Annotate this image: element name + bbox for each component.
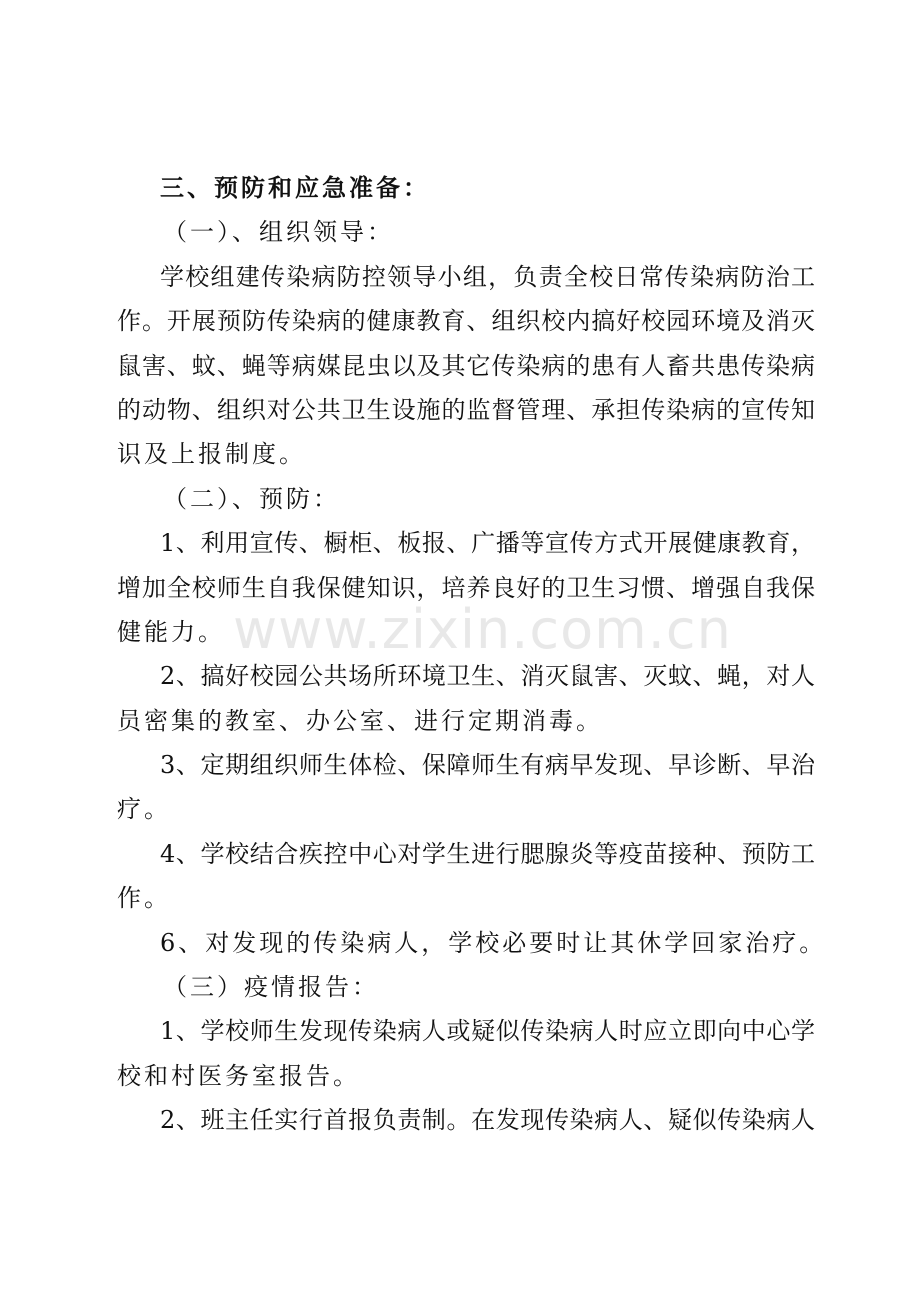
text-line: 1、利用宣传、橱柜、板报、广播等宣传方式开展健康教育，: [160, 529, 815, 558]
text-line: 作。: [117, 884, 171, 913]
watermark: www.zixin.com.cn: [233, 598, 732, 661]
text-line: 识及上报制度。: [117, 440, 306, 469]
text-line: 的动物、组织对公共卫生设施的监督管理、承担传染病的宣传知: [117, 395, 815, 424]
text-line: 校和村医务室报告。: [117, 1061, 360, 1090]
section-heading: 三、预防和应急准备：: [160, 173, 430, 202]
text-line: 作。开展预防传染病的健康教育、组织校内搞好校园环境及消灭: [117, 307, 815, 336]
text-line: 员密集的教室、办公室、进行定期消毒。: [117, 706, 603, 735]
text-line: 6、对发现的传染病人，学校必要时让其休学回家治疗。: [160, 928, 827, 957]
document-body: [117, 166, 827, 1143]
text-line: 增加全校师生自我保健知识，培养良好的卫生习惯、增强自我保: [117, 573, 815, 602]
text-line: 1、学校师生发现传染病人或疑似传染病人时应立即向中心学: [160, 1017, 815, 1046]
text-line: 2、班主任实行首报负责制。在发现传染病人、疑似传染病人: [160, 1106, 815, 1135]
text-line: 学校组建传染病防控领导小组，负责全校日常传染病防治工: [160, 262, 815, 291]
text-line: 3、定期组织师生体检、保障师生有病早发现、早诊断、早治: [160, 751, 815, 780]
text-line: 2、搞好校园公共场所环境卫生、消灭鼠害、灭蚊、蝇，对人: [160, 662, 815, 691]
text-line: 健能力。: [117, 617, 225, 646]
text-line: 疗。: [117, 795, 171, 824]
text-line: 鼠害、蚊、蝇等病媒昆虫以及其它传染病的患有人畜共患传染病: [117, 351, 815, 380]
text-line: 4、学校结合疾控中心对学生进行腮腺炎等疫苗接种、预防工: [160, 839, 815, 868]
text-line: （一）、组织领导：: [163, 218, 394, 247]
text-line: （三）疫情报告：: [163, 973, 379, 1002]
text-line: （二）、预防：: [163, 484, 340, 513]
